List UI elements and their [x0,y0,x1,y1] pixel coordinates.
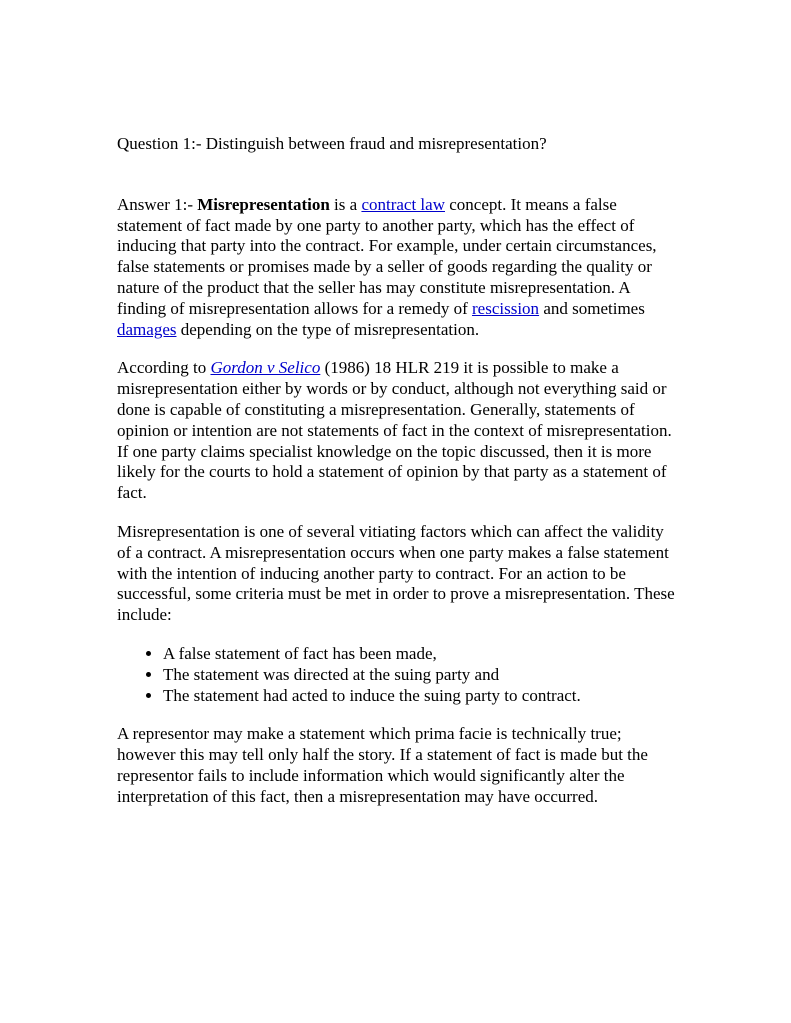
gordon-v-selico-link[interactable]: Gordon v Selico [210,358,321,378]
answer-prefix: Answer 1:- [117,194,198,214]
list-item: • The statement had acted to induce the suing party to contract. [163,686,677,707]
list-item: • The statement was directed at the suing party and [163,665,677,686]
vitiating-paragraph: Misrepresentation is one of several vitiating factors which can affect the validity of a contract. A misrepresentation occurs when one party makes a false statement with the intention of inducing another party to contract. For an action to be successful, some criteria must be met in order to prove a misrepresentation. These include: [117,521,675,625]
representor-paragraph: A representor may make a statement which prima facie is technically true; however this may tell only half the story. If a statement of fact is made but the representor fails to include information which would significantly alter the interpretation of this fact, then a misrepresentation may have occurred. [117,724,648,806]
gordon-paragraph [117,358,677,504]
answer-paragraph [117,195,677,341]
answer-text-4: depending on the type of misrepresentation. [176,319,480,339]
gordon-text-2: (1986) 18 HLR 219 it is possible to make a misrepresentation either by words or by conduct, although not everything said or done is capable of constituting a misrepresentation. Generally, statements of opinion or intention are not statements of fact in the context of misrepresentation. If one party claims specialist knowledge on the topic discussed, then it is more likely for the courts to hold a statement of opinion by that party as a statement of fact. [117,358,672,503]
question-heading: Question 1:- Distinguish between fraud and misrepresentation? [117,134,547,153]
answer-text-1: is a [329,194,362,214]
document-page [117,134,677,826]
rescission-link[interactable]: rescission [472,298,540,318]
answer-text-3: and sometimes [539,298,645,318]
answer-text-2: concept. It means a false statement of fact made by one party to another party, which has the effect of inducing that party into the contract. For example, under certain circumstances, false statements or promises made by a seller of goods regarding the quality or nature of the product that the seller has may constitute misrepresentation. A finding of misrepresentation allows for a remedy of [117,194,657,318]
gordon-text-1: According to [117,358,211,378]
list-item: • A false statement of fact has been made, [163,644,677,665]
contract-law-link[interactable]: contract law [361,194,445,214]
bold-term-misrepresentation: Misrepresentation [197,194,330,214]
criteria-list [117,644,677,706]
damages-link[interactable]: damages [117,319,177,339]
